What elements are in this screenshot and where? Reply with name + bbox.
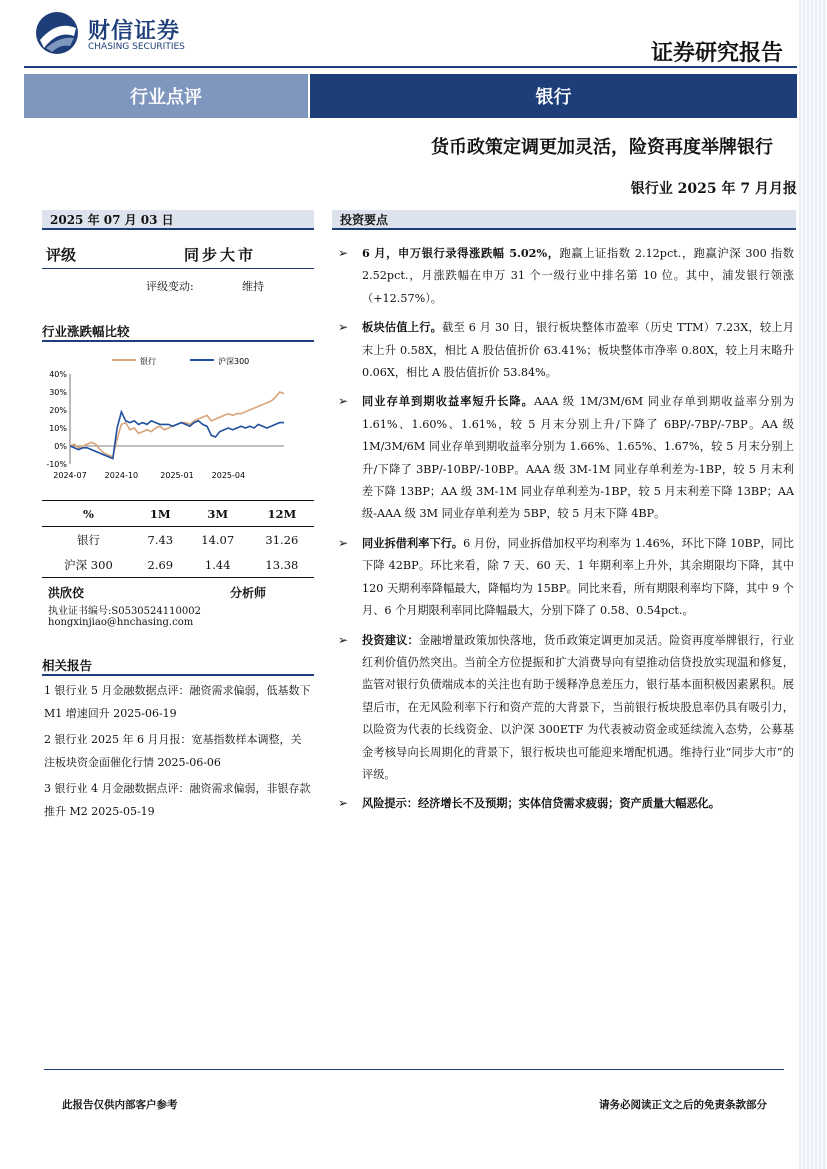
x-tick-label: 2025-04 — [211, 471, 246, 480]
key-point-heading: 板块估值上行。 — [362, 320, 443, 335]
analyst-cert: 执业证书编号:S0530524110002 — [48, 606, 201, 617]
industry-band: 银行 — [310, 74, 797, 118]
arrow-bullet-icon: ➢ — [338, 535, 349, 550]
table-cell: 13.38 — [250, 552, 314, 578]
company-logo-icon — [34, 10, 80, 56]
table-header-cell: 12M — [250, 501, 314, 527]
header-rule — [24, 66, 797, 68]
key-point-heading: 同业存单到期收益率短升长降。 — [362, 394, 534, 409]
rating-label: 评级 — [46, 246, 77, 264]
y-tick-label: 40% — [49, 370, 67, 379]
key-point — [334, 792, 794, 815]
key-points-list — [334, 242, 794, 822]
analyst-name: 洪欣佼 — [48, 586, 85, 600]
analyst-role: 分析师 — [230, 586, 267, 600]
page-edge-strip — [799, 0, 827, 1169]
table-row — [42, 552, 314, 578]
page-subtitle: 银行业 2025 年 7 月月报 — [630, 181, 797, 197]
key-point-heading: 6 月，申万银行录得涨跌幅 5.02%， — [362, 246, 560, 260]
category-band: 行业点评 — [24, 74, 308, 118]
arrow-bullet-icon: ➢ — [338, 320, 349, 335]
x-tick-label: 2025-01 — [160, 471, 194, 480]
key-point-body: 金融增量政策加快落地，货币政策定调更加灵活。险资再度举牌银行，行业红利价值仍然突出。当前全方位提振和扩大消费导向有望推动信贷投放实现温和修复，监管对银行负债端成本的关注也有助于缓释净息差压力，银行基本面积极因素累积。展望后市，在无风险利率下行和资产荒的大背景下，当前银行板块股息率仍具有吸引力，以险资为代表的长线资金、以沪深 300ETF 为代表被动资金或延续流入态势，公募基金考核导向长周期化的背景下，银行板块也可能迎来增配机遇。维持行业“同步大市”的评级。 — [362, 633, 794, 781]
analyst-email[interactable]: hongxinjiao@hnchasing.com — [48, 617, 194, 628]
rating-value: 同步大市 — [184, 246, 257, 264]
key-point — [334, 242, 794, 310]
report-type: 证券研究报告 — [650, 40, 783, 66]
key-point-body: 截至 6 月 30 日，银行板块整体市盈率（历史 TTM）7.23X，较上月末上升 0.58X，相比 A 股估值折价 63.41%；板块整体市净率 0.80X，较上月末略升 0.06X，相比 A 股估值折价 53.84%。 — [362, 321, 794, 380]
performance-line-chart — [36, 346, 296, 486]
key-point-body: 6 月份，同业拆借加权平均利率为 1.46%，环比下降 10BP，同比下降 42BP。环比来看，除 7 天、60 天、1 年期利率上升外，其余期限均下降，其中 120 天期利率降幅最大，降幅均为 15BP。同比来看，所有期限利率均下降，其中 9 个月、6 个月期限利率同比降幅最大，分别下降了 0.58、0.54pct.。 — [362, 536, 794, 618]
performance-table — [42, 500, 314, 578]
related-reports-rule — [42, 674, 314, 676]
table-header-cell: % — [42, 501, 135, 527]
key-point-heading: 风险提示：经济增长不及预期；实体信贷需求疲弱；资产质量大幅恶化。 — [362, 796, 721, 811]
y-tick-label: 0% — [54, 442, 67, 451]
table-cell: 1.44 — [186, 552, 250, 578]
y-tick-label: 20% — [49, 406, 67, 415]
key-point — [334, 532, 794, 623]
related-reports-list — [44, 680, 312, 827]
key-point — [334, 390, 794, 525]
key-point — [334, 629, 794, 787]
rating-change-label: 评级变动: — [146, 280, 194, 293]
table-cell: 31.26 — [265, 532, 299, 547]
table-header-cell: 3M — [186, 501, 250, 527]
footer-disclaimer-left: 此报告仅供内部客户参考 — [62, 1099, 178, 1111]
rating-change-value: 维持 — [242, 280, 264, 293]
chart-section-rule — [42, 340, 314, 342]
table-row — [42, 527, 314, 553]
table-header-cell: 1M — [135, 501, 186, 527]
x-tick-label: 2024-10 — [104, 471, 139, 480]
y-tick-label: 30% — [49, 388, 67, 397]
key-point-heading: 投资建议： — [362, 632, 419, 647]
chart-section-title: 行业涨跌幅比较 — [42, 324, 130, 339]
related-report-item[interactable]: 2 银行业 2025 年 6 月月报：宽基指数样本调整，关注板块资金面催化行情 2025-06-06 — [44, 733, 302, 769]
company-name: 财信证券 — [88, 19, 181, 44]
table-header-row — [42, 501, 314, 527]
table-cell: 沪深 300 — [42, 552, 135, 578]
footer-disclaimer-right: 请务必阅读正文之后的免责条款部分 — [599, 1099, 767, 1111]
arrow-bullet-icon: ➢ — [338, 796, 349, 811]
page-title: 货币政策定调更加灵活，险资再度举牌银行 — [431, 137, 773, 158]
key-point — [334, 316, 794, 384]
rating-rule — [42, 268, 314, 269]
table-cell: 2.69 — [135, 552, 186, 578]
y-tick-label: -10% — [46, 460, 67, 469]
table-cell: 14.07 — [201, 532, 235, 547]
y-tick-label: 10% — [49, 424, 67, 433]
related-report-item[interactable]: 3 银行业 4 月金融数据点评：融资需求偏弱，非银存款推升 M2 2025-05-19 — [44, 782, 311, 818]
related-report-item[interactable]: 1 银行业 5 月金融数据点评：融资需求偏弱，低基数下 M1 增速回升 2025-06-19 — [44, 684, 311, 720]
key-point-body: 跑赢上证指数 2.12pct.，跑赢沪深 300 指数 2.52pct.，月涨跌幅在申万 31 个一级行业中排名第 10 位。其中，浦发银行领涨（+12.57%）。 — [362, 247, 794, 305]
section-title: 投资要点 — [332, 210, 796, 230]
legend-label-hs300: 沪深300 — [218, 357, 250, 366]
legend-label-bank: 银行 — [140, 357, 156, 366]
footer-rule — [44, 1069, 784, 1070]
table-cell: 银行 — [76, 532, 100, 547]
arrow-bullet-icon: ➢ — [338, 394, 349, 409]
x-tick-label: 2024-07 — [53, 471, 87, 480]
company-name-en: CHASING SECURITIES — [88, 42, 185, 52]
key-point-heading: 同业拆借利率下行。 — [362, 535, 464, 550]
report-date: 2025 年 07 月 03 日 — [42, 210, 314, 230]
arrow-bullet-icon: ➢ — [338, 246, 349, 260]
arrow-bullet-icon: ➢ — [338, 632, 349, 647]
table-cell: 7.43 — [147, 532, 174, 547]
related-reports-title: 相关报告 — [42, 658, 93, 673]
key-point-body: AAA 级 1M/3M/6M 同业存单到期收益率分别为 1.61%、1.60%、1.61%，较 5 月末分别上升/下降了 6BP/-7BP/-7BP。AA 级 1M/3M/6M 同业存单到期收益率分别为 1.66%、1.65%、1.67%，较 5 月末分别上升/下降了 3BP/-10BP/-10BP。AAA 级 3M-1M 同业存单利差为-1BP，较 5 月末利差下降 13BP；AA 级 3M-1M 同业存单利差为-1BP，较 5 月末利差下降 13BP；AA 级-AAA 级 3M 同业存单利差为 5BP，较 5 月末下降 4BP。 — [362, 395, 794, 521]
